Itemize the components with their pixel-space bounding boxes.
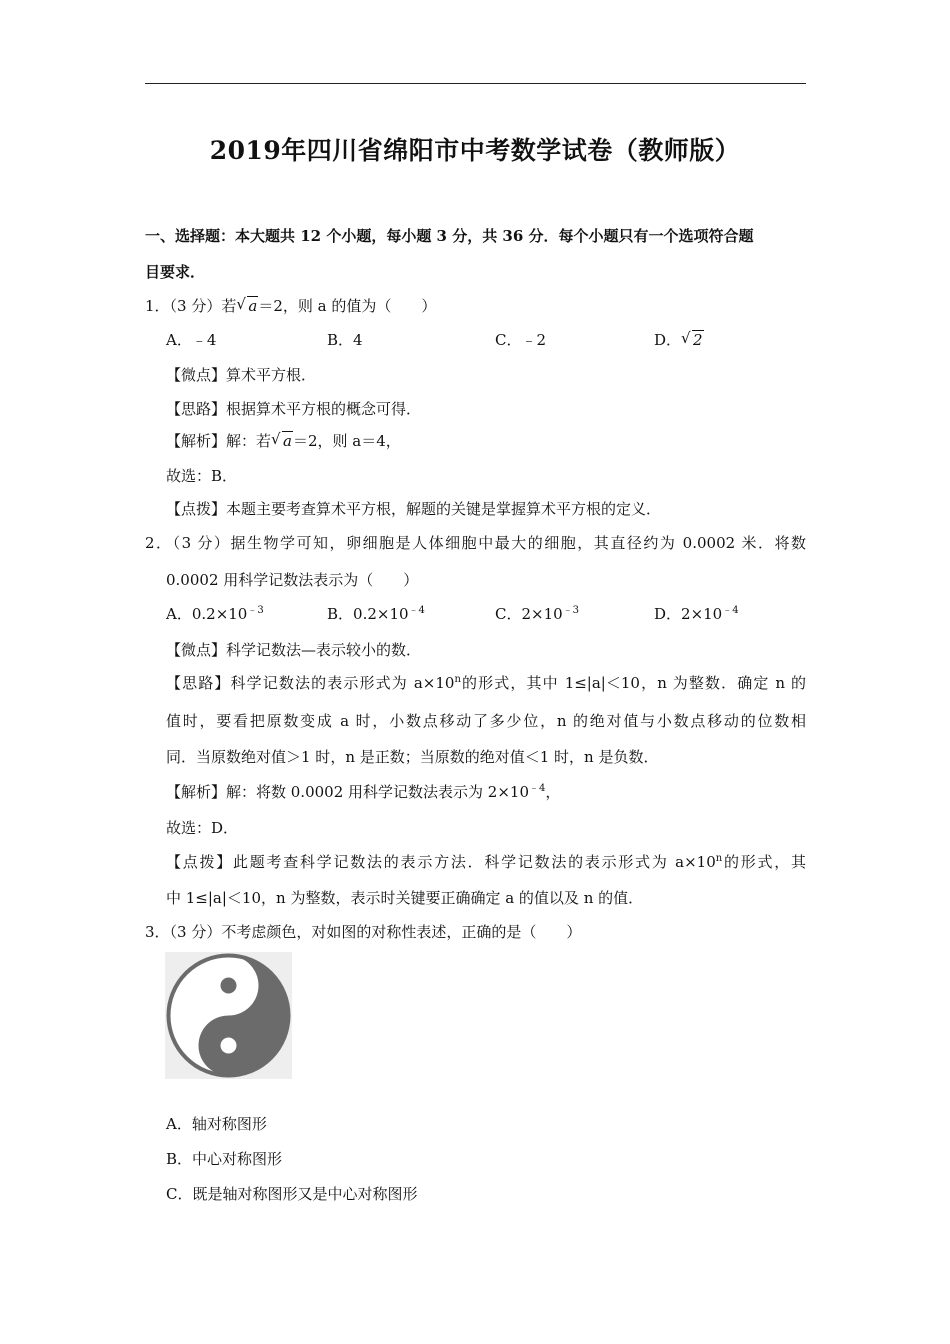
q1-answer: 故选：B． <box>166 467 238 485</box>
q2-answer: 故选：D． <box>166 819 239 837</box>
q1-option-d: D． √ 2 <box>654 329 703 349</box>
sqrt-symbol: √ a <box>236 295 258 315</box>
section-heading-line1: 一、选择题：本大题共 12 个小题，每小题 3 分，共 36 分．每个小题只有一个选项符合题 <box>145 227 754 245</box>
q2-option-a: A．$0.2\times 10^{﹣3}$ <box>166 605 264 623</box>
q2-weidian: 【微点】科学记数法—表示较小的数． <box>166 641 422 659</box>
q2-silu-line3: 同．当原数绝对值＞1 时，n 是正数；当原数的绝对值＜1 时，n 是负数． <box>166 748 659 766</box>
q2-option-b: B．$0.2\times 10^{﹣4}$ <box>327 605 425 623</box>
q1-option-b: B．4 <box>327 331 363 349</box>
q3-option-b: B．中心对称图形 <box>166 1150 283 1168</box>
q2-silu-line2: 值时，要看把原数变成 a 时，小数点移动了多少位，n 的绝对值与小数点移动的位数相 <box>166 712 806 730</box>
q2-option-d: D．$2\times 10^{﹣4}$ <box>654 605 739 623</box>
yin-yang-icon <box>165 952 292 1079</box>
q1-option-a: A．﹣4 <box>166 331 217 349</box>
sqrt-symbol: √ 2 <box>681 329 703 349</box>
q1-stem: 1．（3 分）若 √ a＝2，则 a 的值为（ ） <box>145 295 437 315</box>
q1-jiexi: 【解析】解：若 √ a＝2，则 a＝4， <box>166 430 401 450</box>
q2-option-c: C．$2\times 10^{﹣3}$ <box>495 605 580 623</box>
q1-weidian: 【微点】算术平方根． <box>166 366 317 384</box>
section-heading-line2: 目要求． <box>145 263 206 281</box>
q1-silu: 【思路】根据算术平方根的概念可得． <box>166 400 422 418</box>
q3-option-a: A．轴对称图形 <box>166 1115 267 1133</box>
q3-stem: 3．（3 分）不考虑颜色，对如图的对称性表述，正确的是（ ） <box>145 923 582 941</box>
q1-dianbo: 【点拨】本题主要考查算术平方根，解题的关键是掌握算术平方根的定义． <box>166 500 662 518</box>
q2-stem-line1: 2．（3 分）据生物学可知，卵细胞是人体细胞中最大的细胞，其直径约为 0.0002 米．将数 <box>145 534 806 552</box>
q2-dianbo-line1: 【点拨】此题考查科学记数法的表示方法．科学记数法的表示形式为 $a\times 10^n$的形式，其 <box>166 853 806 871</box>
sqrt-symbol: √ a <box>271 430 292 450</box>
yin-yang-figure <box>165 952 292 1079</box>
q2-dianbo-line2: 中 1≤|a|＜10，n 为整数，表示时关键要正确确定 a 的值以及 n 的值． <box>166 889 644 907</box>
header-rule <box>145 83 806 84</box>
q2-jiexi: 【解析】解：将数 0.0002 用科学记数法表示为 $2\times 10^{﹣4}$， <box>166 783 561 801</box>
q2-stem-line2: 0.0002 用科学记数法表示为（ ） <box>166 571 419 589</box>
q3-option-c: C．既是轴对称图形又是中心对称图形 <box>166 1185 418 1203</box>
q1-option-c: C．﹣2 <box>495 331 547 349</box>
page-title: 2019年四川省绵阳市中考数学试卷（教师版） <box>209 136 741 165</box>
q2-silu-line1: 【思路】科学记数法的表示形式为 $a\times 10^n$的形式，其中 1≤|a|＜10，n 为整数．确定 n 的 <box>166 674 806 692</box>
